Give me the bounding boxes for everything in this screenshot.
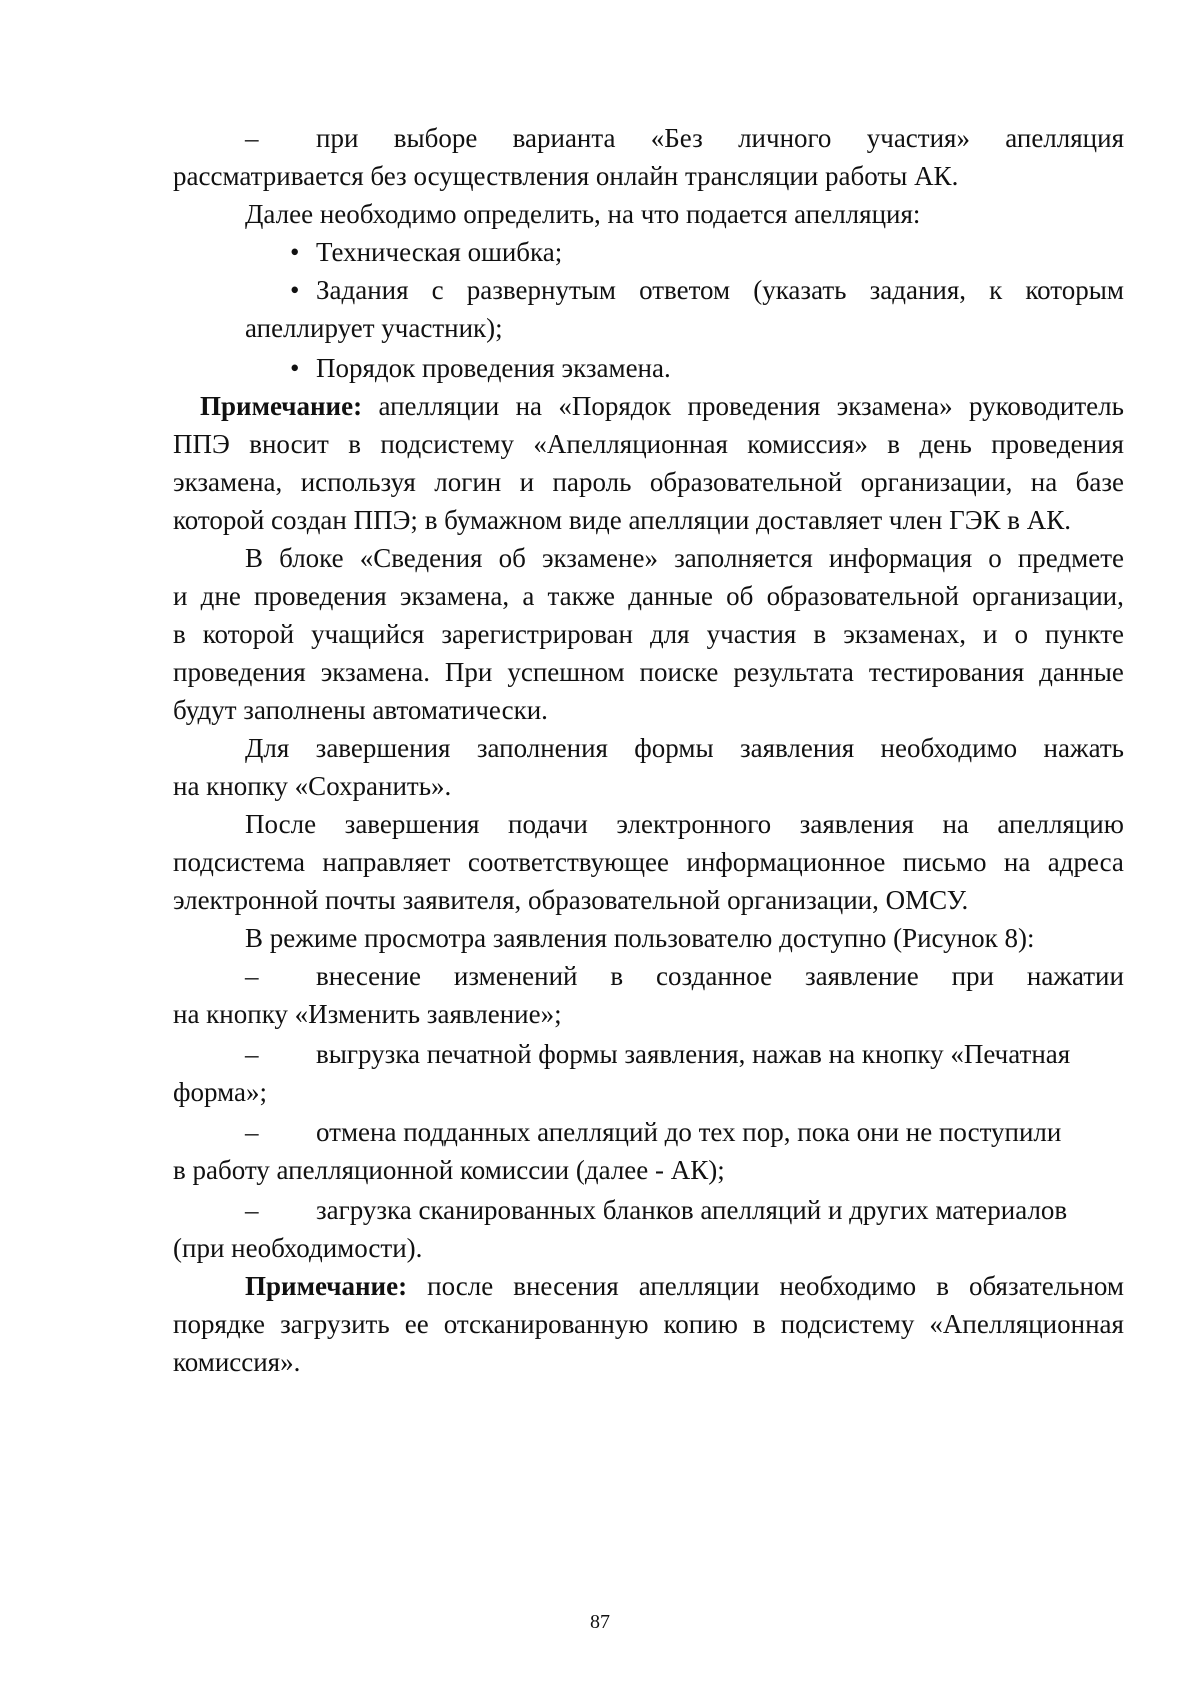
list-dash: – bbox=[245, 1039, 259, 1069]
paragraph-line: на кнопку «Сохранить». bbox=[173, 771, 452, 801]
paragraph-line: рассматривается без осуществления онлайн трансляции работы АК. bbox=[173, 161, 959, 191]
paragraph-line: будут заполнены автоматически. bbox=[173, 695, 548, 725]
paragraph-line: После завершения подачи электронного заявления на апелляцию bbox=[245, 809, 1124, 839]
list-item-continuation: на кнопку «Изменить заявление»; bbox=[173, 999, 562, 1029]
paragraph-line: и дне проведения экзамена, а также данные об образовательной организации, bbox=[173, 581, 1124, 611]
bullet-item: Техническая ошибка; bbox=[316, 237, 563, 267]
bullet-item-continuation: апеллирует участник); bbox=[245, 313, 503, 343]
list-item: выгрузка печатной формы заявления, нажав на кнопку «Печатная bbox=[316, 1039, 1071, 1069]
bullet-icon: • bbox=[290, 275, 300, 305]
list-item-continuation: в работу апелляционной комиссии (далее - АК); bbox=[173, 1155, 725, 1185]
paragraph-line: проведения экзамена. При успешном поиске результата тестирования данные bbox=[173, 657, 1124, 687]
list-dash: – bbox=[245, 1117, 259, 1147]
paragraph-line: при выборе варианта «Без личного участия» апелляция bbox=[316, 123, 1124, 153]
list-item-continuation: форма»; bbox=[173, 1077, 267, 1107]
page-number: 87 bbox=[590, 1611, 610, 1633]
note-line: ППЭ вносит в подсистему «Апелляционная комиссия» в день проведения bbox=[173, 429, 1124, 459]
list-item: внесение изменений в созданное заявление при нажатии bbox=[316, 961, 1124, 991]
list-dash: – bbox=[245, 961, 259, 991]
list-dash: – bbox=[245, 123, 259, 153]
note-label: Примечание: bbox=[200, 391, 363, 421]
note-line: Примечание: после внесения апелляции необходимо в обязательном bbox=[245, 1268, 1124, 1305]
bullet-icon: • bbox=[290, 237, 300, 267]
paragraph-line: в которой учащийся зарегистрирован для участия в экзаменах, и о пункте bbox=[173, 619, 1124, 649]
note-line: комиссия». bbox=[173, 1347, 301, 1377]
paragraph-line: электронной почты заявителя, образовательной организации, ОМСУ. bbox=[173, 885, 969, 915]
list-item: отмена подданных апелляций до тех пор, пока они не поступили bbox=[316, 1117, 1062, 1147]
paragraph-line: Далее необходимо определить, на что подается апелляция: bbox=[245, 199, 921, 229]
bullet-item: Задания с развернутым ответом (указать задания, к которым bbox=[316, 275, 1124, 305]
paragraph-line: подсистема направляет соответствующее информационное письмо на адреса bbox=[173, 847, 1124, 877]
bullet-item: Порядок проведения экзамена. bbox=[316, 353, 671, 383]
list-dash: – bbox=[245, 1195, 259, 1225]
bullet-icon: • bbox=[290, 353, 300, 383]
note-line: экзамена, используя логин и пароль образовательной организации, на базе bbox=[173, 467, 1124, 497]
note-line: порядке загрузить ее отсканированную копию в подсистему «Апелляционная bbox=[173, 1309, 1124, 1339]
list-item-continuation: (при необходимости). bbox=[173, 1233, 423, 1263]
paragraph-line: Для завершения заполнения формы заявления необходимо нажать bbox=[245, 733, 1124, 763]
note-line: Примечание: апелляции на «Порядок проведения экзамена» руководитель bbox=[200, 388, 1124, 425]
paragraph-line: В блоке «Сведения об экзамене» заполняется информация о предмете bbox=[245, 543, 1124, 573]
paragraph-line: В режиме просмотра заявления пользователю доступно (Рисунок 8): bbox=[245, 923, 1035, 953]
note-label: Примечание: bbox=[245, 1271, 408, 1301]
list-item: загрузка сканированных бланков апелляций и других материалов bbox=[316, 1195, 1068, 1225]
note-line: которой создан ППЭ; в бумажном виде апелляции доставляет член ГЭК в АК. bbox=[173, 505, 1072, 535]
